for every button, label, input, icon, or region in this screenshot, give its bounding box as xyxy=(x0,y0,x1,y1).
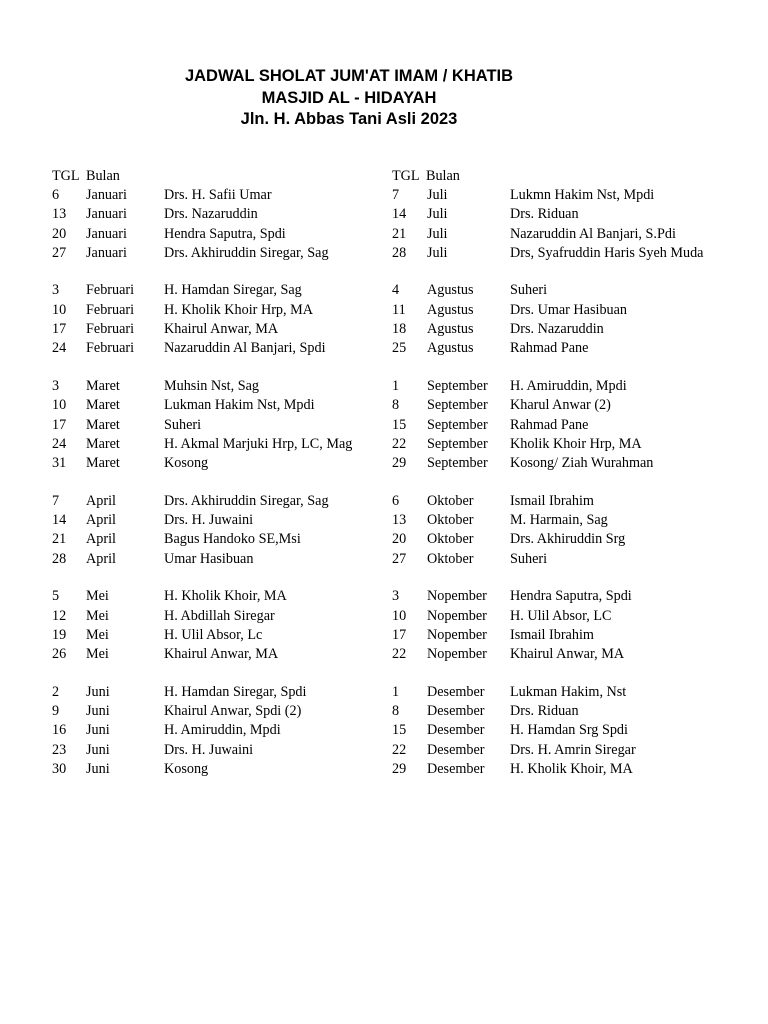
row-imam-name: H. Hamdan Srg Spdi xyxy=(510,722,628,739)
row-imam-name: Ismail Ibrahim xyxy=(510,626,594,643)
row-date: 17 xyxy=(392,626,407,643)
row-month: Juli xyxy=(427,244,448,261)
row-imam-name: Khairul Anwar, Spdi (2) xyxy=(164,703,302,720)
row-month: Februari xyxy=(86,282,135,299)
row-month: Juni xyxy=(86,683,110,700)
header-bulan: Bulan xyxy=(86,168,120,184)
row-imam-name: Nazaruddin Al Banjari, S.Pdi xyxy=(510,225,676,242)
row-date: 6 xyxy=(52,187,60,203)
row-date: 24 xyxy=(52,435,67,452)
row-date: 12 xyxy=(52,607,67,624)
row-imam-name: Suheri xyxy=(510,550,548,567)
row-date: 21 xyxy=(52,531,67,548)
row-month: Oktober xyxy=(427,531,474,548)
row-month: April xyxy=(86,531,116,548)
row-date: 2 xyxy=(52,683,60,700)
row-date: 29 xyxy=(392,455,407,472)
row-month: Oktober xyxy=(427,492,474,509)
row-date: 10 xyxy=(52,301,67,318)
row-imam-name: Kosong/ Ziah Wurahman xyxy=(510,455,654,472)
row-month: Mei xyxy=(86,646,109,663)
row-imam-name: Kosong xyxy=(164,760,209,777)
title-line-1: JADWAL SHOLAT JUM'AT IMAM / KHATIB xyxy=(184,67,514,85)
row-imam-name: Drs. H. Safii Umar xyxy=(164,187,272,203)
row-date: 8 xyxy=(392,703,400,720)
row-month: Juni xyxy=(86,703,110,720)
row-date: 5 xyxy=(52,588,60,605)
row-date: 15 xyxy=(392,722,407,739)
row-month: Nopember xyxy=(427,646,487,663)
row-date: 31 xyxy=(52,455,67,472)
row-imam-name: Rahmad Pane xyxy=(510,416,589,433)
row-imam-name: Hendra Saputra, Spdi xyxy=(164,225,286,242)
row-imam-name: Nazaruddin Al Banjari, Spdi xyxy=(164,340,326,357)
title-line-3: Jln. H. Abbas Tani Asli 2023 xyxy=(240,110,458,128)
header-bulan: Bulan xyxy=(426,168,460,184)
header-tgl: TGL xyxy=(392,168,420,184)
row-date: 14 xyxy=(52,512,67,529)
row-date: 16 xyxy=(52,722,67,739)
row-date: 24 xyxy=(52,340,67,357)
row-imam-name: Drs. H. Juwaini xyxy=(164,741,254,758)
row-month: Maret xyxy=(86,416,120,433)
row-date: 26 xyxy=(52,646,67,663)
row-imam-name: Khairul Anwar, MA xyxy=(510,646,625,663)
row-month: April xyxy=(86,512,116,529)
title-line-2: MASJID AL - HIDAYAH xyxy=(261,88,437,107)
row-month: Agustus xyxy=(427,340,474,357)
row-month: Desember xyxy=(427,683,485,700)
row-date: 25 xyxy=(392,340,407,357)
row-month: Desember xyxy=(427,722,485,739)
row-imam-name: Drs. H. Amrin Siregar xyxy=(510,741,636,758)
row-month: Juni xyxy=(86,760,110,777)
row-month: Mei xyxy=(86,588,109,605)
row-month: September xyxy=(427,435,488,452)
header-tgl: TGL xyxy=(52,168,80,184)
row-imam-name: H. Kholik Khoir, MA xyxy=(510,760,633,777)
row-imam-name: Drs. Nazaruddin xyxy=(164,206,258,223)
row-imam-name: Drs. Umar Hasibuan xyxy=(510,301,628,318)
row-date: 22 xyxy=(392,646,407,663)
row-imam-name: H. Hamdan Siregar, Spdi xyxy=(164,683,307,700)
row-date: 22 xyxy=(392,435,407,452)
row-imam-name: H. Akmal Marjuki Hrp, LC, Mag xyxy=(164,435,353,452)
row-imam-name: H. Kholik Khoir Hrp, MA xyxy=(164,301,313,318)
row-imam-name: Rahmad Pane xyxy=(510,340,589,357)
row-imam-name: Hendra Saputra, Spdi xyxy=(510,588,632,605)
row-month: Januari xyxy=(86,225,127,242)
row-month: Nopember xyxy=(427,607,487,624)
row-date: 19 xyxy=(52,626,67,643)
row-imam-name: Bagus Handoko SE,Msi xyxy=(164,531,301,548)
row-imam-name: Khairul Anwar, MA xyxy=(164,646,279,663)
row-imam-name: Kosong xyxy=(164,455,209,472)
row-imam-name: Suheri xyxy=(510,282,548,299)
row-imam-name: Lukman Hakim Nst, Mpdi xyxy=(164,397,315,414)
row-month: Nopember xyxy=(427,588,487,605)
row-date: 20 xyxy=(52,225,67,242)
row-imam-name: Drs. Akhiruddin Siregar, Sag xyxy=(164,244,329,261)
row-imam-name: Drs, Syafruddin Haris Syeh Muda xyxy=(510,244,704,261)
row-imam-name: Lukmn Hakim Nst, Mpdi xyxy=(510,187,655,203)
row-date: 3 xyxy=(52,377,60,394)
row-date: 28 xyxy=(392,244,407,261)
row-month: Juli xyxy=(427,206,448,223)
row-date: 7 xyxy=(392,187,400,203)
row-month: Agustus xyxy=(427,282,474,299)
row-imam-name: Umar Hasibuan xyxy=(164,550,254,567)
row-month: Juni xyxy=(86,722,110,739)
row-date: 20 xyxy=(392,531,407,548)
row-date: 13 xyxy=(392,512,407,529)
row-date: 15 xyxy=(392,416,407,433)
row-date: 18 xyxy=(392,321,407,338)
row-month: Juli xyxy=(427,187,448,203)
row-month: Agustus xyxy=(427,301,474,318)
row-imam-name: Kharul Anwar (2) xyxy=(510,397,611,414)
row-date: 11 xyxy=(392,301,406,318)
row-month: Maret xyxy=(86,377,120,394)
row-imam-name: Lukman Hakim, Nst xyxy=(510,683,627,700)
row-date: 17 xyxy=(52,416,67,433)
row-date: 9 xyxy=(52,703,60,720)
row-imam-name: Muhsin Nst, Sag xyxy=(164,377,259,394)
row-date: 4 xyxy=(392,282,400,299)
row-date: 17 xyxy=(52,321,67,338)
row-month: September xyxy=(427,416,488,433)
row-date: 1 xyxy=(392,683,400,700)
row-date: 1 xyxy=(392,377,400,394)
row-date: 3 xyxy=(392,588,400,605)
row-date: 28 xyxy=(52,550,67,567)
row-month: April xyxy=(86,492,116,509)
row-date: 10 xyxy=(392,607,407,624)
row-imam-name: H. Kholik Khoir, MA xyxy=(164,588,287,605)
row-month: April xyxy=(86,550,116,567)
row-date: 3 xyxy=(52,282,60,299)
row-imam-name: H. Ulil Absor, LC xyxy=(510,607,612,624)
row-month: Februari xyxy=(86,321,135,338)
row-date: 27 xyxy=(52,244,67,261)
row-imam-name: H. Hamdan Siregar, Sag xyxy=(164,282,302,299)
row-month: Agustus xyxy=(427,321,474,338)
row-imam-name: Drs. Riduan xyxy=(510,703,579,720)
row-month: Januari xyxy=(86,187,127,203)
row-month: Desember xyxy=(427,741,485,758)
row-month: Mei xyxy=(86,626,109,643)
row-month: Nopember xyxy=(427,626,487,643)
row-imam-name: Ismail Ibrahim xyxy=(510,492,594,509)
row-month: Februari xyxy=(86,340,135,357)
row-imam-name: Drs. H. Juwaini xyxy=(164,512,254,529)
row-month: Maret xyxy=(86,397,120,414)
row-date: 14 xyxy=(392,206,407,223)
row-date: 29 xyxy=(392,760,407,777)
row-imam-name: H. Amiruddin, Mpdi xyxy=(164,722,281,739)
document-header xyxy=(0,66,698,131)
row-date: 8 xyxy=(392,397,400,414)
row-month: Maret xyxy=(86,455,120,472)
row-imam-name: H. Amiruddin, Mpdi xyxy=(510,377,627,394)
row-date: 10 xyxy=(52,397,67,414)
row-imam-name: H. Abdillah Siregar xyxy=(164,607,275,624)
row-month: Oktober xyxy=(427,512,474,529)
row-month: Januari xyxy=(86,244,127,261)
row-imam-name: Drs. Akhiruddin Siregar, Sag xyxy=(164,492,329,509)
row-date: 21 xyxy=(392,225,407,242)
row-month: Desember xyxy=(427,703,485,720)
row-month: Juli xyxy=(427,225,448,242)
row-month: September xyxy=(427,377,488,394)
row-imam-name: Drs. Riduan xyxy=(510,206,579,223)
row-month: Desember xyxy=(427,760,485,777)
row-date: 23 xyxy=(52,741,67,758)
row-imam-name: Suheri xyxy=(164,416,202,433)
row-date: 22 xyxy=(392,741,407,758)
row-imam-name: H. Ulil Absor, Lc xyxy=(164,626,263,643)
row-month: Mei xyxy=(86,607,109,624)
row-imam-name: Kholik Khoir Hrp, MA xyxy=(510,435,642,452)
row-date: 7 xyxy=(52,492,60,509)
row-date: 27 xyxy=(392,550,407,567)
row-imam-name: Drs. Akhiruddin Srg xyxy=(510,531,626,548)
row-month: September xyxy=(427,397,488,414)
row-date: 30 xyxy=(52,760,67,777)
row-month: Oktober xyxy=(427,550,474,567)
row-month: September xyxy=(427,455,488,472)
row-date: 6 xyxy=(392,492,400,509)
row-month: Maret xyxy=(86,435,120,452)
row-month: Februari xyxy=(86,301,135,318)
row-imam-name: M. Harmain, Sag xyxy=(510,512,608,529)
row-date: 13 xyxy=(52,206,67,223)
row-month: Juni xyxy=(86,741,110,758)
row-imam-name: Khairul Anwar, MA xyxy=(164,321,279,338)
row-imam-name: Drs. Nazaruddin xyxy=(510,321,604,338)
row-month: Januari xyxy=(86,206,127,223)
